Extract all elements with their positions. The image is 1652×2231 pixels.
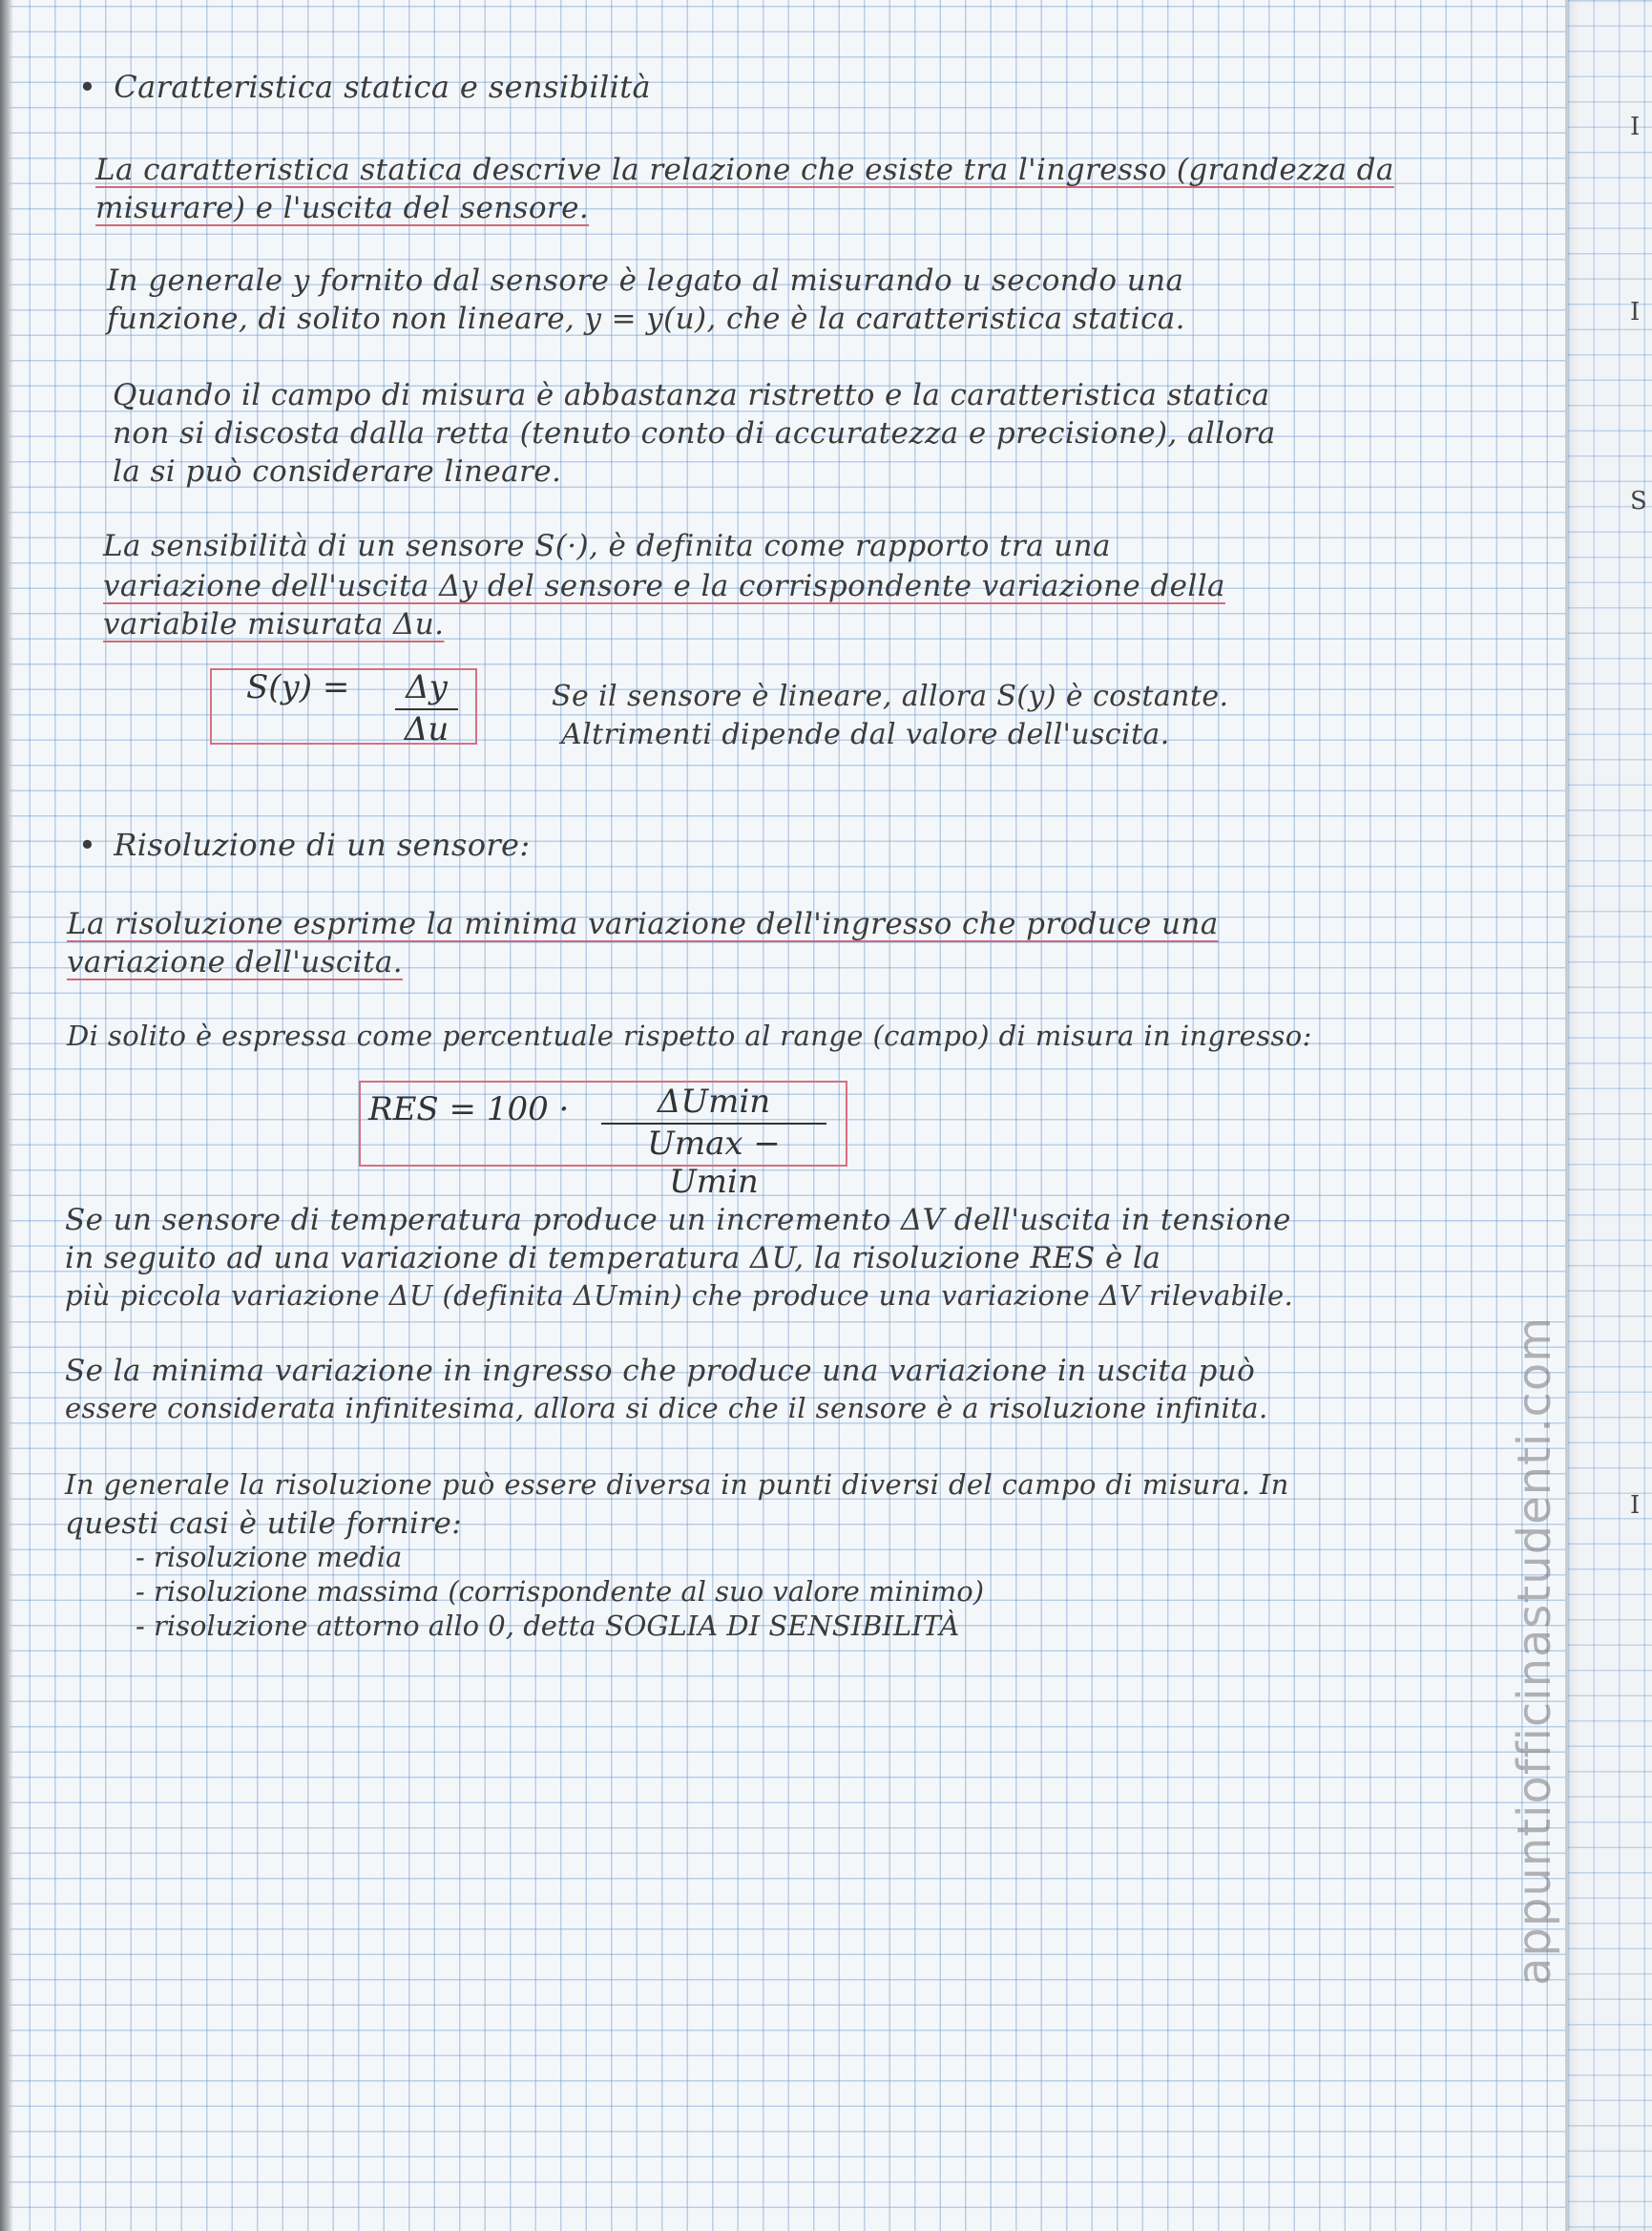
section-heading-resolution: • Risoluzione di un sensore: [78, 827, 531, 863]
paragraph-line: la si può considerare lineare. [113, 454, 562, 489]
margin-mark: S [1630, 487, 1647, 516]
sensitivity-note-line: Se il sensore è lineare, allora S(y) è costante. [552, 680, 1229, 713]
paragraph-line: Quando il campo di misura è abbastanza ristretto e la caratteristica statica [113, 378, 1270, 412]
paragraph-line: essere considerata infinitesima, allora si dice che il sensore è a risoluzione infinita. [65, 1392, 1268, 1424]
bullet-icon: • [78, 69, 97, 105]
res-formula-numerator: ΔUmin [657, 1083, 771, 1121]
facing-page-edge [1565, 0, 1652, 2231]
paragraph-line: In generale y fornito dal sensore è legato al misurando u secondo una [107, 263, 1184, 298]
paragraph-line: variazione dell'uscita. [67, 945, 403, 979]
notebook-binding-edge [0, 0, 13, 2231]
paragraph-line: Se la minima variazione in ingresso che produce una variazione in uscita può [65, 1354, 1256, 1388]
paragraph-line: in seguito ad una variazione di temperatura ΔU, la risoluzione RES è la [65, 1241, 1161, 1275]
paragraph-line: non si discosta dalla retta (tenuto conto di accuratezza e precisione), allora [113, 416, 1276, 451]
margin-mark: I [1630, 1491, 1641, 1520]
paragraph-line: La sensibilità di un sensore S(·), è definita come rapporto tra una [103, 529, 1111, 563]
paragraph-line: In generale la risoluzione può essere diversa in punti diversi del campo di misura. In [65, 1468, 1289, 1501]
paragraph-line: La risoluzione esprime la minima variazione dell'ingresso che produce una [67, 907, 1219, 941]
paragraph-line: Se un sensore di temperatura produce un incremento ΔV dell'uscita in tensione [65, 1203, 1291, 1237]
list-item: - risoluzione attorno allo 0, detta SOGLIA DI SENSIBILITÀ [136, 1610, 960, 1642]
sensitivity-formula-lhs: S(y) = [246, 668, 350, 706]
list-item: - risoluzione media [136, 1541, 403, 1573]
sensitivity-formula-numerator: Δy [406, 668, 448, 706]
list-item: - risoluzione massima (corrispondente al suo valore minimo) [136, 1575, 985, 1608]
paragraph-line: variabile misurata Δu. [103, 607, 445, 642]
paragraph-line: variazione dell'uscita Δy del sensore e la corrispondente variazione della [103, 569, 1225, 603]
paragraph-line: Di solito è espressa come percentuale rispetto al range (campo) di misura in ingresso: [67, 1020, 1312, 1052]
margin-mark: I [1630, 298, 1641, 326]
paragraph-line: più piccola variazione ΔU (definita ΔUmin) che produce una variazione ΔV rilevabile. [65, 1279, 1294, 1312]
sensitivity-formula-denominator: Δu [404, 710, 450, 748]
margin-mark: I [1630, 113, 1641, 141]
res-formula-denominator: Umax − Umin [647, 1125, 781, 1201]
paragraph-line: misurare) e l'uscita del sensore. [95, 191, 590, 225]
site-watermark: appuntiofficinastudenti.com [1508, 1315, 1561, 1986]
paragraph-line: La caratteristica statica descrive la relazione che esiste tra l'ingresso (grandezza da [95, 153, 1394, 187]
paragraph-line: questi casi è utile fornire: [65, 1506, 463, 1541]
bullet-icon: • [78, 827, 97, 863]
sensitivity-note-line: Altrimenti dipende dal valore dell'uscita. [561, 718, 1170, 751]
paragraph-line: funzione, di solito non lineare, y = y(u), che è la caratteristica statica. [107, 302, 1185, 336]
res-formula-lhs: RES = 100 · [368, 1090, 570, 1128]
section-heading-static-characteristic: • Caratteristica statica e sensibilità [78, 69, 651, 105]
